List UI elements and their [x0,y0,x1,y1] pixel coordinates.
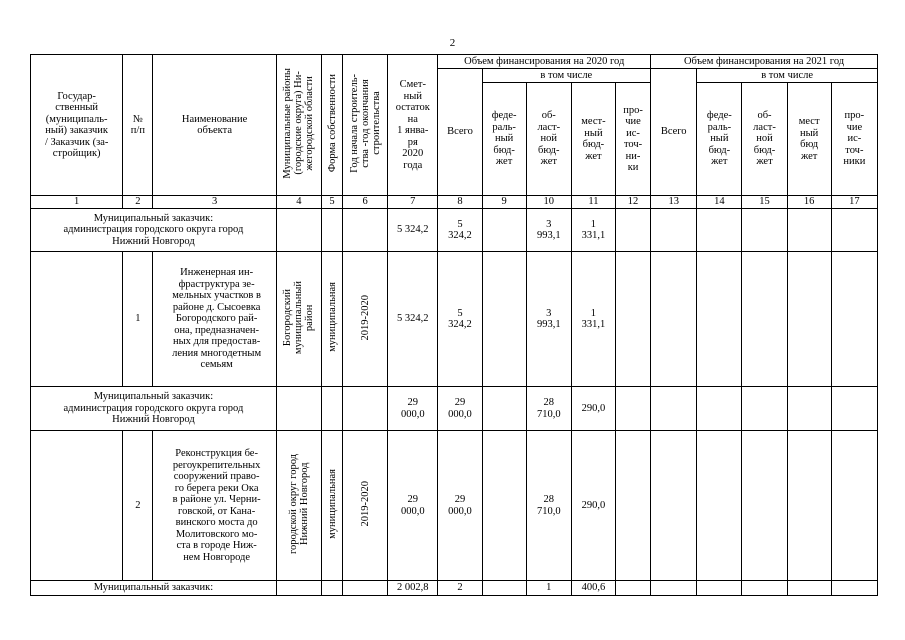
header-object-name: Наименование объекта [153,55,276,196]
object-name: Инженерная ин- фраструктура зе- мельных участков в районе д. Сысоевка Богородского рай- она, предназначен- ных для предостав- ления многодетным семьям [153,252,276,387]
header-federal-2020: феде- раль- ный бюд- жет [482,83,526,196]
estimate-value: 29 000,0 [388,431,438,581]
col-number: 8 [438,196,482,209]
col-number: 12 [616,196,651,209]
object-row [31,431,878,581]
col-number: 7 [388,196,438,209]
col-number: 2 [123,196,153,209]
local-2020-value: 400,6 [571,581,615,596]
header-regional-2020: об- ласт- ной бюд- жет [526,83,571,196]
object-district: городской округ город Нижний Новгород [276,431,321,581]
total-2020-value: 29 000,0 [438,387,482,431]
col-number: 5 [321,196,342,209]
column-number-row [31,196,878,209]
object-years: 2019-2020 [343,252,388,387]
header-row-1 [31,55,878,69]
header-local-2021: мест ный бюд жет [787,83,831,196]
header-local-2020: мест- ный бюд- жет [571,83,615,196]
customer-group-label: Муниципальный заказчик: администрация городского округа город Нижний Новгород [31,209,277,252]
header-customer: Государ- ственный (муниципаль- ный) заказчик / Заказчик (за- стройщик) [31,55,123,196]
estimate-value: 5 324,2 [388,209,438,252]
header-fin-2021: Объем финансирования на 2021 год [651,55,878,69]
object-ownership: муниципальная [321,252,342,387]
regional-2020-value: 3 993,1 [526,252,571,387]
page-number: 2 [449,37,456,49]
estimate-value: 5 324,2 [388,252,438,387]
total-2020-value: 2 [438,581,482,596]
total-2020-value: 29 000,0 [438,431,482,581]
local-2020-value: 1 331,1 [571,209,615,252]
col-number: 4 [276,196,321,209]
object-row [31,252,878,387]
col-number: 10 [526,196,571,209]
customer-group-row [31,581,878,596]
header-other-2020: про- чие ис- точ- ни- ки [616,83,651,196]
object-number: 2 [123,431,153,581]
object-number: 1 [123,252,153,387]
col-number: 11 [571,196,615,209]
regional-2020-value: 28 710,0 [526,431,571,581]
regional-2020-value: 3 993,1 [526,209,571,252]
header-regional-2021: об- ласт- ной бюд- жет [742,83,787,196]
header-incl-2020: в том числе [482,69,651,83]
local-2020-value: 1 331,1 [571,252,615,387]
col-number: 6 [343,196,388,209]
header-num: № п/п [123,55,153,196]
object-name: Реконструкция бе- регоукрепительных сооружений право- го берега реки Ока в районе ул. Черни- говской, от Кана- винского моста до Молитовского мо- ста в городе Ниж- нем Новгороде [153,431,276,581]
header-districts: Муниципальные районы (городские округа) Ни- жегородской области [276,55,321,196]
local-2020-value: 290,0 [571,387,615,431]
customer-group-row [31,387,878,431]
col-number: 13 [651,196,697,209]
col-number: 9 [482,196,526,209]
total-2020-value: 5 324,2 [438,252,482,387]
header-total-2021: Всего [651,69,697,196]
header-estimate: Смет- ный остаток на 1 янва- ря 2020 года [388,55,438,196]
col-number: 17 [831,196,877,209]
col-number: 15 [742,196,787,209]
object-district: Богородский муниципальный район [276,252,321,387]
financing-table [30,54,878,596]
object-years: 2019-2020 [343,431,388,581]
col-number: 14 [697,196,742,209]
customer-group-label: Муниципальный заказчик: [31,581,277,596]
header-total-2020: Всего [438,69,482,196]
local-2020-value: 290,0 [571,431,615,581]
col-number: 16 [787,196,831,209]
regional-2020-value: 1 [526,581,571,596]
estimate-value: 2 002,8 [388,581,438,596]
estimate-value: 29 000,0 [388,387,438,431]
header-incl-2021: в том числе [697,69,878,83]
header-federal-2021: феде- раль- ный бюд- жет [697,83,742,196]
col-number: 1 [31,196,123,209]
header-ownership: Форма собственности [321,55,342,196]
customer-group-row [31,209,878,252]
object-ownership: муниципальная [321,431,342,581]
header-other-2021: про- чие ис- точ- ники [831,83,877,196]
total-2020-value: 5 324,2 [438,209,482,252]
col-number: 3 [153,196,276,209]
regional-2020-value: 28 710,0 [526,387,571,431]
header-years: Год начала строитель- ства -год окончания строительства [343,55,388,196]
customer-group-label: Муниципальный заказчик: администрация городского округа город Нижний Новгород [31,387,277,431]
header-fin-2020: Объем финансирования на 2020 год [438,55,651,69]
